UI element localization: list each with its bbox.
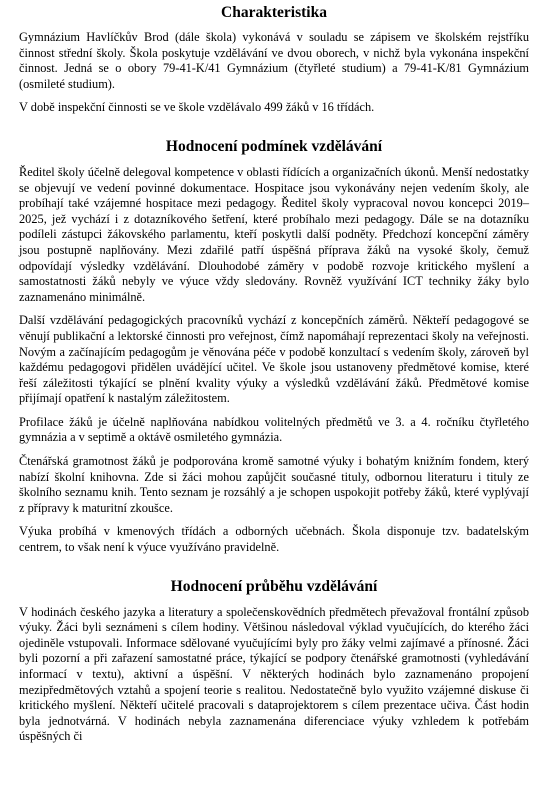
paragraph: Další vzdělávání pedagogických pracovníků vychází z koncepčních záměrů. Někteří pedagogové se věnují publikační a lektorské činnosti pro veřejnost, čímž napomáhají reprezentaci školy na veřejnosti. Novým a začínajícím pedagogům je věnována péče v podobě konzultací s vedením školy, zároveň byl každému pedagogovi přidělen uvádějící učitel. Ve škole jsou ustanoveny předmětové komise, které řeší záležitosti týkající se plnění kvality výuky a výsledků vzdělávání žáků. Předmětové komise přijímají opatření k nastalým záležitostem. xyxy=(19,313,529,406)
section-heading: Hodnocení průběhu vzdělávání xyxy=(170,577,378,595)
section-characteristics xyxy=(19,4,529,116)
section-heading: Hodnocení podmínek vzdělávání xyxy=(165,137,383,155)
paragraph: Profilace žáků je účelně naplňována nabídkou volitelných předmětů ve 3. a 4. ročníku čtyřletého gymnázia a v septimě a oktávě osmiletého gymnázia. xyxy=(19,414,529,445)
paragraph: V době inspekční činnosti se ve škole vzdělávalo 499 žáků v 16 třídách. xyxy=(19,100,375,115)
paragraph: Gymnázium Havlíčkův Brod (dále škola) vykonává v souladu se zápisem ve školském rejstříku činnost střední školy. Škola poskytuje vzdělávání ve dvou oborech, v nichž byla vykonána inspekční činnost. Jedná se o obory 79-41-K/41 Gymnázium (čtyřleté studium) a 79-41-K/81 Gymnázium (osmileté studium). xyxy=(19,30,529,91)
paragraph: Čtenářská gramotnost žáků je podporována kromě samotné výuky i bohatým knižním fondem, který nabízí školní knihovna. Zde si žáci mohou zapůjčit současné tituly, odbornou literaturu i tituly ze školního seznamu knih. Tento seznam je rozsáhlý a je schopen uspokojit potřeby žáků, které vyplývají z přípravy k maturitní zkoušce. xyxy=(19,454,529,515)
section-conditions xyxy=(19,138,529,556)
paragraph: V hodinách českého jazyka a literatury a společenskovědních předmětech převažoval frontální způsob výuky. Žáci byli seznámeni s cílem hodiny. Většinou následoval výklad vyučujících, do kterého žáci ojediněle vstupovali. Informace sdělované vyučujícími byly pro žáky velmi zajímavé a přínosné. Žáci byli pozorní a při zařazení samostatné práce, týkající se podpory čtenářské gramotnosti (vyhledávání informací v textu), aktivní a úspěšní. V některých hodinách bylo zaznamenáno propojení mezipředmětových vztahů a spojení teorie s realitou. Nedostatečně bylo využito vzájemné diskuse či kritického myšlení. Někteří učitelé pracovali s dataprojektorem s cílem prezentace učiva. Část hodin byla jednotvárná. V hodinách nebyla zaznamenána diferenciace výuky vzhledem k potřebám úspěšných či xyxy=(19,604,529,744)
paragraph: Výuka probíhá v kmenových třídách a odborných učebnách. Škola disponuje tzv. badatelským centrem, to však není k výuce využíváno pravidelně. xyxy=(19,524,529,555)
paragraph: Ředitel školy účelně delegoval kompetence v oblasti řídících a organizačních úkonů. Menší nedostatky se objevují ve vedení povinné dokumentace. Hospitace jsou vykonávány nejen vedením školy, ale probíhají také vzájemné hospitace mezi pedagogy. Ředitel školy vypracoval novou koncepci 2019–2025, jež vychází i z dotazníkového šetření, které probíhalo mezi pedagogy. Dále se na dotazníku podíleli zástupci žákovského parlamentu, kteří poskytli další podněty. Předchozí koncepční záměry jsou postupně naplňovány. Mezi zdařilé patří úspěšná příprava žáků na vysoké školy, čemuž odpovídají výsledky vzdělávání. Dlouhodobé záměry v podobě rozvoje kritického myšlení a samostatnosti žáků nebyly ve výuce vždy sledovány. Rovněž využívání ICT techniky žáky bylo zaznamenáno minimálně. xyxy=(19,164,529,304)
section-heading: Charakteristika xyxy=(221,4,327,21)
section-course xyxy=(19,578,529,745)
